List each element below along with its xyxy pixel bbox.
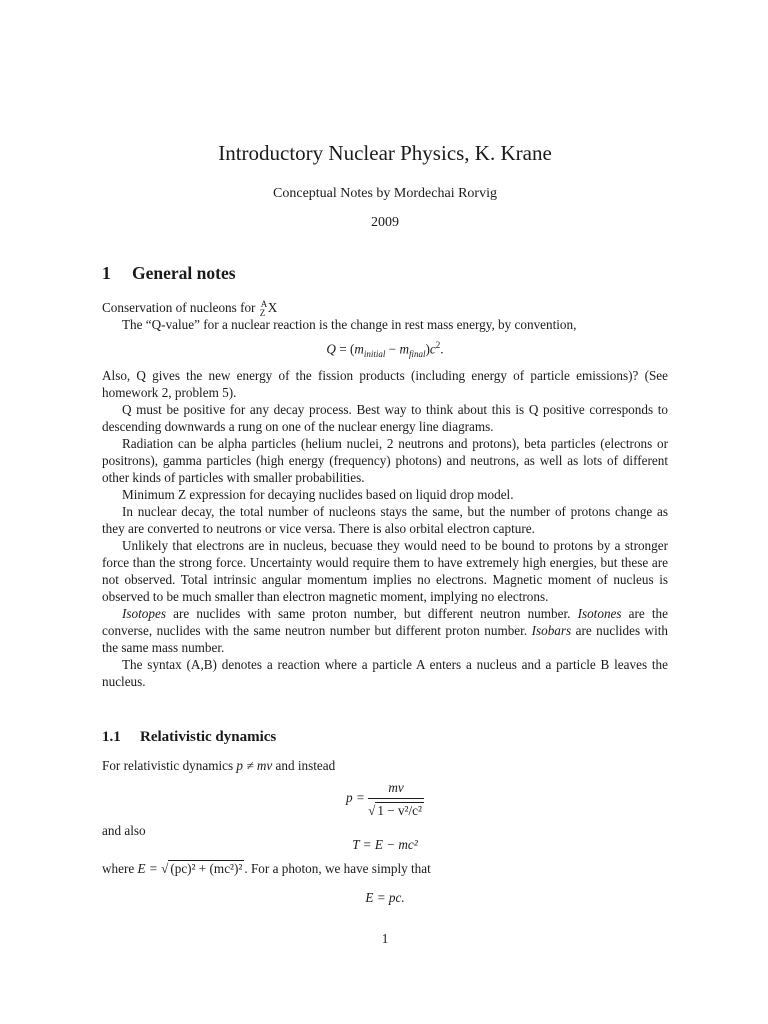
subsection-number: 1.1: [102, 729, 121, 745]
conservation-text: Conservation of nucleons for: [102, 300, 256, 315]
sqrt-content: 1 − v²/c²: [377, 803, 422, 818]
subsection-heading-relativistic: [102, 729, 276, 746]
momentum-fraction: [368, 779, 424, 819]
document-title: Introductory Nuclear Physics, K. Krane: [218, 141, 552, 165]
equation-photon-energy: [102, 889, 668, 906]
mass-number: A: [260, 299, 268, 309]
nuclide-notation: [259, 299, 268, 318]
isotopes-text-1: are nuclides with same proton number, but different neutron number.: [165, 606, 578, 622]
energy-lhs: E =: [137, 861, 158, 876]
section-number: 1: [102, 263, 111, 283]
isotopes-text-2: are the converse, nuclides with the same neutron number but different proton number.: [102, 606, 668, 639]
publication-year: 2009: [371, 215, 399, 230]
equation-relativistic-momentum: [102, 779, 668, 819]
paragraph-positive: Q must be positive for any decay process. Best way to think about this is Q positive corresponds to descending downwards a rung on one of the nuclear energy line diagrams.: [102, 402, 668, 435]
energy-sqrt-content: (pc)² + (mc²)²: [170, 861, 243, 876]
paragraph-minimum-z: Minimum Z expression for decaying nuclides based on liquid drop model.: [122, 487, 514, 503]
term-isotopes: Isotopes: [122, 606, 166, 622]
paragraph-qvalue: The “Q-value” for a nuclear reaction is the change in rest mass energy, by convention,: [122, 317, 577, 332]
section-title: General notes: [132, 263, 236, 283]
kinetic-energy-text: T = E − mc²: [352, 837, 418, 852]
paragraph-unlikely: Unlikely that electrons are in nucleus, becuase they would need to be bound to protons by a stronger force than the strong force. Uncertainty would require them to have extremely high energies, but these are not observed. Total intrinsic angular momentum implies no electrons. Magnetic moment of nucleus is observed to be much smaller than electron magnetic moment, implying no electrons.: [102, 538, 668, 605]
photon-text: . For a photon, we have simply that: [244, 861, 431, 876]
term-isotones: Isotones: [577, 606, 622, 622]
equation-kinetic-energy: [102, 836, 668, 853]
atomic-number: Z: [259, 308, 266, 318]
paragraph-syntax: The syntax (A,B) denotes a reaction where a particle A enters a nucleus and a particle B leaves the nucleus.: [102, 657, 668, 690]
relativistic-intro-tail: and instead: [275, 758, 336, 773]
paragraph-isotopes: [102, 605, 668, 656]
equation-qvalue: $Q = (m_{initial} - m_{final})c^2$.: [326, 340, 444, 360]
author-line: Conceptual Notes by Mordechai Rorvig: [273, 186, 497, 201]
element-symbol: X: [267, 300, 278, 315]
fraction-numerator: mv: [368, 779, 424, 799]
section-heading-general-notes: [102, 265, 236, 282]
page-number: 1: [381, 931, 389, 946]
isotopes-text-3: are nuclides with the same mass number.: [102, 623, 668, 656]
where-text: where: [102, 861, 135, 876]
text-where-energy: where E = √ (pc)² + (mc²)² . For a photon, we have simply that: [102, 861, 431, 876]
paragraph-conservation: [102, 299, 668, 316]
paragraph-also: Also, Q gives the new energy of the fission products (including energy of particle emissions)? (See homework 2, problem 5).: [102, 368, 668, 401]
subsection-title: Relativistic dynamics: [140, 729, 277, 745]
relativistic-intro-text: For relativistic dynamics: [102, 758, 234, 773]
relativistic-intro: [102, 757, 668, 774]
text-and-also: and also: [102, 823, 146, 838]
photon-energy-text: E = pc.: [365, 890, 405, 905]
inline-equation-momentum: p ≠ mv: [236, 758, 273, 773]
fraction-denominator: √ 1 − v²/c²: [368, 803, 422, 818]
term-isobars: Isobars: [531, 623, 572, 639]
momentum-lhs: p =: [346, 790, 365, 806]
paragraph-decay: In nuclear decay, the total number of nucleons stays the same, but the number of protons change as they are converted to neutrons or vice versa. There is also orbital electron capture.: [102, 504, 668, 537]
section-body-general-notes: [102, 299, 668, 690]
paragraph-radiation: Radiation can be alpha particles (helium nuclei, 2 neutrons and protons), beta particles (electrons or positrons), gamma particles (high energy (frequency) photons) and neutrons, as well as lots of different other kinds of particles with smaller probabilities.: [102, 436, 668, 486]
